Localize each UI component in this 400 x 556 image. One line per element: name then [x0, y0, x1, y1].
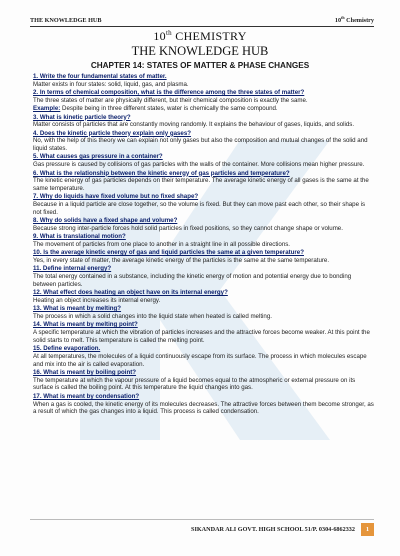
answer: The total energy contained in a substance, including the kinetic energy of motion and potential energy due to bonding between particles.	[33, 273, 352, 288]
question: 10. Is the average kinetic energy of gas and liquid particles the same at a given temperature?	[33, 249, 304, 257]
page-title: 10th CHEMISTRY	[153, 29, 247, 43]
question: 6. What is the relationship between the kinetic energy of gas particles and temperature?	[33, 169, 290, 177]
answer: The process in which a solid changes into the liquid state when heated is called melting.	[33, 313, 272, 321]
answer: Matter exists in four states: solid, liquid, gas, and plasma.	[33, 80, 189, 88]
answer: The three states of matter are physically different, but their chemical composition is exactly the same.	[33, 96, 308, 104]
example-text: Despite being in three different states, water is chemically the same compound.	[62, 105, 278, 113]
answer: No, with the help of this theory we can explain not only gases but also the composition and mutual changes of the solid and liquid states.	[33, 137, 368, 153]
answer: Matter consists of particles that are constantly moving randomly. It explains the behaviour of gases, liquids, and solids.	[33, 121, 355, 129]
question: 12. What effect does heating an object have on its internal energy?	[33, 289, 228, 297]
question: 17. What is meant by condensation?	[33, 392, 140, 400]
footer	[191, 522, 374, 536]
question: 9. What is translational motion?	[33, 233, 126, 241]
answer: Because strong inter-particle forces hold solid particles in fixed positions, so they cannot change shape or volume.	[33, 224, 343, 232]
question: 1. Write the four fundamental states of matter.	[33, 73, 167, 80]
question: 3. What is kinetic particle theory?	[33, 113, 131, 121]
header-left: THE KNOWLEDGE HUB	[30, 17, 102, 24]
answer: When a gas is cooled, the kinetic energy of its molecules decreases. The attractive forces between them become stronger, as a result of which the gas changes into a liquid. This process is called condensation.	[33, 400, 374, 416]
header-rule	[30, 26, 374, 27]
question: 16. What is meant by boiling point?	[33, 369, 137, 377]
running-header	[30, 14, 374, 24]
answer: Because in a liquid particle are close together, so the volume is fixed. But they can move past each other, so their shape is not fixed.	[33, 201, 366, 216]
question: 5. What causes gas pressure in a container?	[33, 153, 163, 161]
answer: Yes, in every state of matter, the average kinetic energy of the particles is the same at the same temperature.	[33, 257, 330, 265]
answer: The kinetic energy of gas particles depends on their temperature. The average kinetic energy of all gases is the same at the same temperature.	[33, 177, 369, 192]
answer: At all temperatures, the molecules of a liquid continuously escape from its surface. The process in which molecules escape and mix into the air is called evaporation.	[33, 352, 367, 368]
question: 8. Why do solids have a fixed shape and volume?	[33, 217, 178, 225]
answer: Heating an object increases its internal energy.	[33, 296, 161, 304]
answer: A specific temperature at which the vibration of particles increases and the attractive forces become weaker. At this point the solid starts to melt. This temperature is called the melting point.	[33, 329, 370, 344]
chapter-title: CHAPTER 14: STATES OF MATTER & PHASE CHANGES	[90, 61, 310, 70]
question: 13. What is meant by melting?	[33, 305, 122, 313]
question: 4. Does the kinetic particle theory explain only gases?	[33, 129, 192, 137]
page-subtitle: THE KNOWLEDGE HUB	[131, 44, 269, 58]
question: 15. Define evaporation.	[33, 345, 101, 353]
question: 7. Why do liquids have fixed volume but no fixed shape?	[33, 193, 199, 201]
page-number: 1	[361, 523, 374, 536]
qa-list	[33, 73, 374, 417]
answer: The movement of particles from one place to another in a straight line in all possible directions.	[33, 240, 291, 248]
answer	[33, 105, 374, 113]
footer-school: SIKANDAR ALI GOVT. HIGH SCHOOL 51/P. 0304-6862332	[191, 525, 355, 533]
example-label: Example:	[33, 105, 61, 113]
footer-rule	[30, 519, 374, 520]
question: 14. What is meant by melting point?	[33, 321, 138, 329]
question: 11. Define internal energy?	[33, 265, 112, 273]
question: 2. In terms of chemical composition, what is the difference among the three states of matter?	[33, 89, 305, 97]
answer: The temperature at which the vapour pressure of a liquid becomes equal to the atmospheric or external pressure on its surface is called the boiling point. At this temperature the liquid changes into gas.	[33, 376, 356, 392]
header-right: 10th Chemistry	[334, 14, 374, 24]
answer: Gas pressure is caused by collisions of gas particles with the walls of the container. More collisions mean higher pressure.	[33, 161, 365, 169]
